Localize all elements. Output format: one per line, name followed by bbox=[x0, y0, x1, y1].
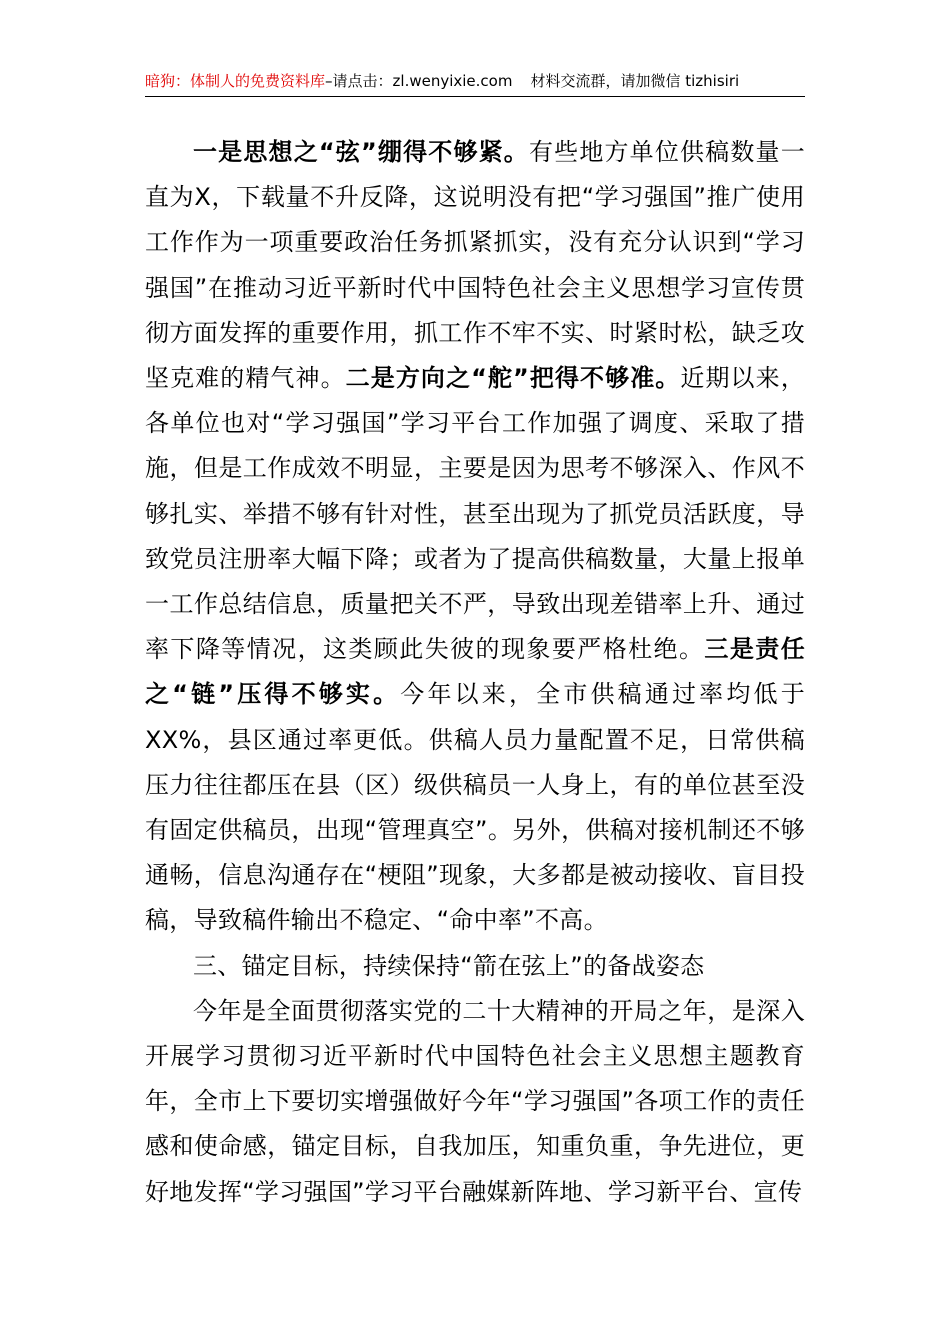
page-header bbox=[145, 66, 805, 97]
lead-thought: 一是思想之“弦”绷得不够紧。 bbox=[193, 138, 529, 166]
lead-direction: 二是方向之“舵”把得不够准。 bbox=[345, 364, 681, 393]
header-brand: 暗狗：体制人的免费资料库 bbox=[145, 72, 326, 90]
header-click-prefix: –请点击： bbox=[325, 72, 393, 90]
paragraph-problems bbox=[145, 130, 805, 944]
text-direction: 近期以来，各单位也对“学习强国”学习平台工作加强了调度、采取了措施，但是工作成效不明显，主要是因为思考不够深入、作风不够扎实、举措不够有针对性，甚至出现为了抓党员活跃度，导致党员注册率大幅下降；或者为了提高供稿数量，大量上报单一工作总结信息，质量把关不严，导致出现差错率上升、通过率下降等情况，这类顾此失彼的现象要严格杜绝。 bbox=[145, 364, 806, 664]
text-responsibility: 今年以来，全市供稿通过率均低于XX%，县区通过率更低。供稿人员力量配置不足，日常供稿压力往往都压在县（区）级供稿员一人身上，有的单位甚至没有固定供稿员，出现“管理真空”。另外，供稿对接机制还不够通畅，信息沟通存在“梗阻”现象，大多都是被动接收、盲目投稿，导致稿件输出不稳定、“命中率”不高。 bbox=[145, 680, 806, 935]
lead-responsibility: 三是责任之“链”压得不够实。 bbox=[145, 635, 805, 709]
text-thought: 有些地方单位供稿数量一直为X，下载量不升反降，这说明没有把“学习强国”推广使用工作作为一项重要政治任务抓紧抓实，没有充分认识到“学习强国”在推动习近平新时代中国特色社会主义思想学习宣传贯彻方面发挥的重要作用，抓工作不牢不实、时紧时松，缺乏攻坚克难的精气神。 bbox=[145, 138, 805, 393]
header-contact: 材料交流群，请加微信 tizhisiri bbox=[530, 72, 740, 90]
document-body bbox=[145, 130, 805, 1215]
section-heading: 三、锚定目标，持续保持“箭在弦上”的备战姿态 bbox=[193, 951, 705, 980]
header-url-link[interactable]: zl.wenyixie.com bbox=[392, 72, 513, 90]
paragraph-goals: 今年是全面贯彻落实党的二十大精神的开局之年，是深入开展学习贯彻习近平新时代中国特色社会主义思想主题教育年，全市上下要切实增强做好今年“学习强国”各项工作的责任感和使命感，锚定目标，自我加压，知重负重，争先进位，更好地发挥“学习强国”学习平台融媒新阵地、学习新平台、宣传 bbox=[145, 996, 805, 1206]
